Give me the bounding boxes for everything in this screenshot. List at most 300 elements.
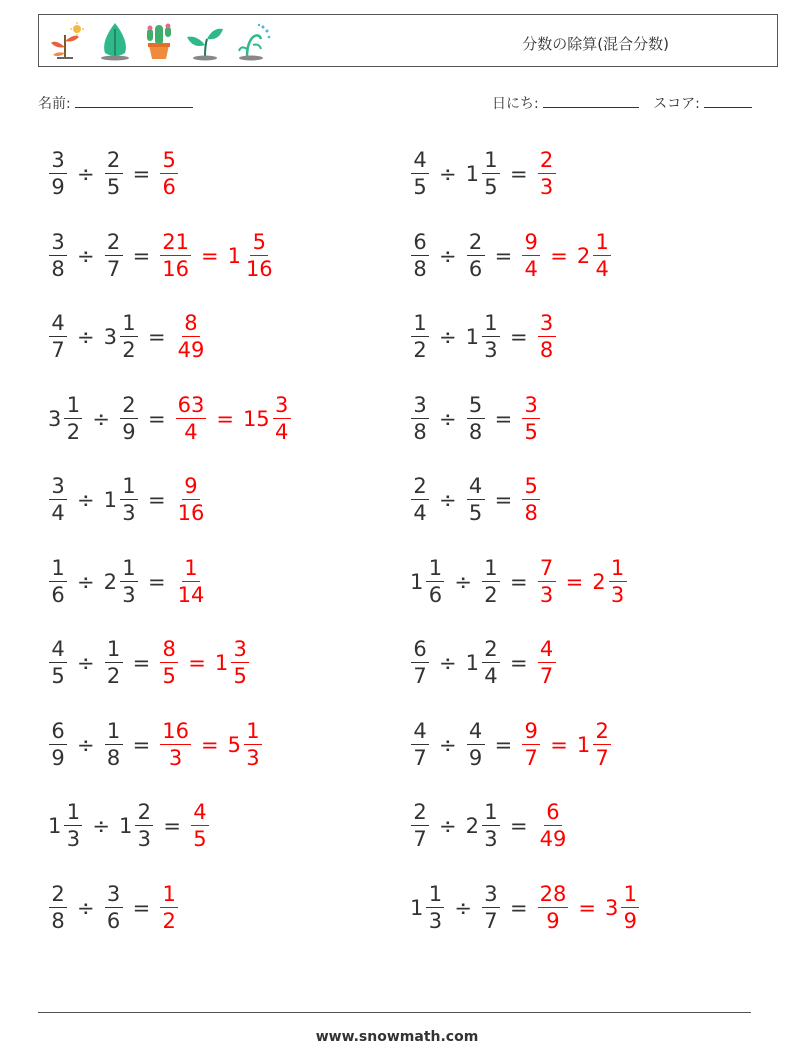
denominator: 8: [51, 256, 65, 281]
answer: [157, 639, 252, 687]
numerator: 9: [522, 232, 540, 256]
denominator: 4: [595, 256, 609, 281]
denominator: 7: [595, 745, 609, 770]
equals-sign: =: [509, 814, 528, 838]
whole-part: 1: [214, 651, 229, 675]
denominator: 3: [168, 745, 183, 770]
numerator: 3: [411, 395, 429, 419]
denominator: 3: [66, 827, 81, 851]
fraction: [49, 476, 67, 524]
problem-item: [46, 550, 209, 614]
fraction: [538, 313, 556, 361]
numerator: 6: [49, 721, 67, 745]
numerator: 2: [482, 639, 500, 663]
fraction: [191, 802, 209, 850]
equals-sign: =: [147, 488, 166, 512]
fraction: [411, 150, 429, 198]
whole-part: 2: [465, 814, 479, 838]
mixed-number: [46, 392, 85, 444]
fraction: [160, 639, 178, 687]
denominator: 2: [413, 338, 427, 362]
denominator: 49: [539, 827, 567, 851]
denominator: 6: [162, 175, 176, 199]
mixed-number: [102, 229, 126, 281]
numerator: 3: [273, 395, 291, 419]
denominator: 16: [177, 501, 205, 525]
mixed-number: [535, 150, 559, 198]
numerator: 21: [162, 229, 189, 254]
mixed-number: [46, 150, 70, 198]
fraction: [538, 150, 556, 198]
numerator: 2: [105, 232, 123, 256]
answer-equals-sign: =: [216, 406, 234, 431]
whole-part: 1: [465, 162, 479, 186]
leaf-icon: [97, 21, 133, 61]
mixed-number: [408, 392, 432, 444]
answer: [157, 229, 277, 281]
numerator: 3: [482, 884, 500, 908]
mixed-number: [479, 555, 503, 607]
fraction: [49, 718, 67, 770]
denominator: 9: [51, 745, 65, 770]
numerator: 6: [411, 232, 429, 256]
problem-item: [408, 142, 559, 206]
divide-sign: ÷: [439, 162, 457, 186]
whole-part: 3: [103, 325, 117, 349]
answer: [519, 476, 543, 524]
whole-part: 1: [410, 895, 424, 920]
denominator: 8: [524, 501, 538, 525]
denominator: 5: [51, 664, 65, 688]
mixed-number: [408, 229, 432, 281]
fraction: [176, 313, 207, 361]
fraction: [593, 229, 611, 281]
equals-sign: =: [509, 651, 528, 675]
denominator: 3: [137, 827, 152, 851]
whole-part: 2: [103, 569, 117, 594]
fraction: [160, 718, 191, 770]
mixed-number: [575, 718, 614, 770]
answer-equals-sign: =: [550, 732, 568, 757]
denominator: 5: [524, 419, 538, 444]
fraction: [522, 718, 540, 770]
fraction: [105, 150, 123, 198]
numerator: 4: [49, 313, 67, 337]
worksheet-title: 分数の除算(混合分数): [522, 35, 669, 53]
problem-item: [408, 224, 614, 288]
equals-sign: =: [132, 243, 151, 268]
numerator: 3: [105, 884, 123, 908]
denominator: 8: [539, 338, 554, 362]
divide-sign: ÷: [92, 814, 110, 838]
divide-sign: ÷: [77, 732, 95, 757]
fraction: [522, 392, 540, 444]
denominator: 8: [106, 745, 121, 770]
numerator: 2: [105, 150, 123, 174]
numerator: 3: [49, 232, 67, 256]
equals-sign: =: [132, 651, 151, 675]
mixed-number: [535, 881, 572, 933]
numerator: 63: [177, 392, 205, 417]
mixed-number: [408, 313, 432, 361]
numerator: 6: [411, 639, 429, 663]
mixed-number: [464, 150, 503, 198]
divide-sign: ÷: [77, 243, 95, 268]
denominator: 3: [122, 582, 136, 607]
whole-part: 1: [465, 325, 479, 349]
numerator: 5: [522, 476, 540, 500]
numerator: 1: [182, 558, 200, 582]
fraction: [609, 555, 627, 607]
denominator: 4: [413, 501, 427, 525]
whole-part: 1: [410, 569, 424, 594]
fraction: [64, 802, 82, 850]
answer: [519, 718, 614, 770]
denominator: 9: [546, 908, 560, 933]
denominator: 9: [122, 419, 136, 444]
divide-sign: ÷: [439, 488, 457, 512]
denominator: 2: [162, 908, 176, 933]
equals-sign: =: [494, 243, 513, 268]
divide-sign: ÷: [439, 732, 457, 757]
mixed-number: [173, 313, 210, 361]
numerator: 1: [482, 150, 500, 174]
divide-sign: ÷: [439, 325, 457, 349]
equals-sign: =: [132, 732, 151, 757]
numerator: 4: [538, 639, 556, 663]
problem-item: [408, 631, 559, 695]
fraction: [522, 229, 540, 281]
fraction: [482, 555, 500, 607]
problem-item: [46, 224, 278, 288]
equals-sign: =: [132, 895, 151, 920]
mixed-number: [117, 392, 141, 444]
header-box: [38, 14, 778, 67]
fraction: [538, 881, 569, 933]
answer: [157, 150, 181, 198]
sprout-icon: [185, 21, 225, 61]
problem-item: [46, 142, 181, 206]
denominator: 16: [245, 256, 273, 281]
fraction: [105, 881, 123, 933]
answer: [519, 392, 543, 444]
fraction: [538, 802, 569, 850]
problem-item: [408, 794, 571, 858]
denominator: 5: [162, 664, 176, 688]
mixed-number: [535, 802, 572, 850]
equals-sign: =: [509, 325, 528, 349]
mixed-number: [102, 476, 141, 524]
numerator: 5: [467, 395, 485, 419]
numerator: 1: [411, 313, 429, 337]
answer: [157, 718, 265, 770]
problem-item: [408, 713, 614, 777]
fraction: [621, 881, 639, 933]
divide-sign: ÷: [77, 651, 95, 675]
fraction: [49, 881, 67, 933]
mixed-number: [408, 881, 447, 933]
mixed-number: [519, 476, 543, 524]
mixed-number: [590, 555, 629, 607]
fraction: [160, 229, 191, 281]
mixed-number: [535, 639, 559, 687]
mixed-number: [102, 555, 141, 607]
mixed-number: [408, 476, 432, 524]
numerator: 1: [64, 802, 82, 826]
numerator: 3: [231, 639, 249, 663]
numerator: 1: [593, 232, 611, 256]
numerator: 4: [411, 150, 429, 174]
fraction: [411, 313, 429, 361]
divide-sign: ÷: [439, 243, 457, 268]
name-label: 名前:: [38, 96, 71, 112]
denominator: 8: [51, 908, 65, 933]
fraction: [49, 639, 67, 687]
answer: [173, 313, 210, 361]
mixed-number: [173, 476, 210, 524]
fraction: [244, 718, 262, 770]
denominator: 7: [51, 338, 65, 362]
mixed-number: [46, 718, 70, 770]
mixed-number: [535, 313, 559, 361]
problem-item: [408, 387, 543, 451]
denominator: 5: [233, 664, 247, 688]
denominator: 7: [539, 664, 554, 688]
problem-item: [408, 876, 642, 940]
numerator: 2: [411, 802, 429, 826]
problem-item: [408, 305, 559, 369]
answer: [535, 150, 559, 198]
numerator: 1: [482, 802, 500, 826]
numerator: 3: [538, 313, 556, 337]
fraction: [467, 476, 485, 524]
header-icons: [45, 19, 273, 63]
numerator: 1: [105, 721, 123, 745]
mixed-number: [241, 392, 294, 444]
numerator: 1: [621, 884, 639, 908]
whole-part: 1: [465, 651, 479, 675]
mixed-number: [46, 476, 70, 524]
numerator: 28: [539, 881, 567, 906]
fraction: [538, 555, 556, 607]
mixed-number: [46, 555, 70, 607]
numerator: 6: [544, 802, 562, 826]
answer: [535, 881, 643, 933]
denominator: 7: [524, 745, 538, 770]
numerator: 3: [49, 150, 67, 174]
mixed-number: [519, 718, 543, 770]
denominator: 3: [539, 582, 554, 607]
score-label: スコア:: [653, 96, 700, 112]
denominator: 9: [51, 175, 65, 199]
answer: [535, 313, 559, 361]
fraction: [49, 150, 67, 198]
fraction: [593, 718, 611, 770]
whole-part: 3: [48, 406, 62, 431]
mixed-number: [46, 802, 85, 850]
denominator: 6: [428, 582, 443, 607]
name-blank[interactable]: [75, 93, 193, 108]
mixed-number: [226, 229, 278, 281]
equals-sign: =: [509, 162, 528, 186]
answer-equals-sign: =: [565, 569, 584, 594]
numerator: 1: [120, 313, 138, 337]
whole-part: 1: [576, 732, 591, 757]
footer-divider: [38, 1012, 751, 1013]
denominator: 9: [623, 908, 637, 933]
denominator: 7: [106, 256, 121, 281]
mixed-number: [46, 313, 70, 361]
denominator: 5: [484, 175, 498, 199]
divide-sign: ÷: [454, 569, 472, 594]
fraction: [160, 150, 178, 198]
denominator: 4: [524, 256, 538, 281]
mixed-number: [102, 718, 126, 770]
fraction: [120, 313, 138, 361]
fraction: [482, 313, 500, 361]
date-blank[interactable]: [543, 93, 639, 108]
numerator: 3: [49, 476, 67, 500]
numerator: 1: [482, 558, 500, 582]
divide-sign: ÷: [77, 488, 95, 512]
numerator: 1: [160, 884, 178, 908]
equals-sign: =: [494, 406, 513, 431]
answer: [519, 229, 614, 281]
whole-part: 3: [604, 895, 619, 920]
denominator: 2: [122, 338, 136, 362]
denominator: 3: [246, 745, 260, 770]
answer: [535, 639, 559, 687]
divide-sign: ÷: [77, 162, 95, 186]
whole-part: 5: [227, 732, 241, 757]
answer: [535, 802, 572, 850]
divide-sign: ÷: [77, 325, 95, 349]
fraction: [426, 881, 444, 933]
fraction: [176, 392, 207, 444]
flower-plant-icon: [45, 21, 89, 61]
numerator: 1: [244, 721, 262, 745]
fraction: [64, 392, 82, 444]
mixed-number: [464, 476, 488, 524]
mixed-number: [102, 313, 141, 361]
denominator: 4: [274, 419, 289, 444]
watering-plant-icon: [233, 21, 273, 61]
numerator: 7: [538, 558, 556, 582]
numerator: 2: [593, 721, 611, 745]
mixed-number: [464, 392, 488, 444]
score-blank[interactable]: [704, 93, 752, 108]
answer: [173, 555, 210, 607]
numerator: 3: [522, 395, 540, 419]
numerator: 2: [411, 476, 429, 500]
problem-item: [46, 468, 209, 532]
denominator: 5: [193, 827, 207, 851]
whole-part: 1: [48, 814, 62, 838]
mixed-number: [102, 881, 126, 933]
equals-sign: =: [147, 406, 166, 431]
numerator: 1: [609, 558, 627, 582]
answer-equals-sign: =: [550, 243, 568, 268]
divide-sign: ÷: [92, 406, 110, 431]
fraction: [482, 881, 500, 933]
fraction: [467, 392, 485, 444]
date-label: 日にち:: [492, 96, 539, 112]
name-field: [38, 93, 193, 113]
numerator: 2: [49, 884, 67, 908]
numerator: 1: [64, 395, 82, 419]
mixed-number: [464, 802, 503, 850]
numerator: 8: [182, 313, 200, 337]
fraction: [482, 150, 500, 198]
numerator: 4: [411, 721, 429, 745]
denominator: 8: [468, 419, 483, 444]
mixed-number: [157, 150, 181, 198]
numerator: 2: [135, 802, 153, 826]
mixed-number: [157, 718, 194, 770]
mixed-number: [173, 392, 210, 444]
mixed-number: [46, 229, 70, 281]
mixed-number: [464, 229, 488, 281]
whole-part: 1: [118, 814, 133, 838]
fraction: [522, 476, 540, 524]
answer-equals-sign: =: [200, 243, 219, 268]
denominator: 3: [610, 582, 625, 607]
fraction: [231, 639, 249, 687]
denominator: 4: [184, 419, 198, 444]
numerator: 1: [49, 558, 67, 582]
mixed-number: [519, 229, 543, 281]
denominator: 5: [468, 501, 483, 525]
fraction: [176, 555, 207, 607]
numerator: 9: [522, 721, 540, 745]
mixed-number: [408, 639, 432, 687]
answer-equals-sign: =: [200, 732, 219, 757]
equals-sign: =: [132, 162, 151, 186]
divide-sign: ÷: [454, 895, 472, 920]
denominator: 3: [484, 338, 498, 362]
mixed-number: [408, 555, 447, 607]
fraction: [411, 476, 429, 524]
equals-sign: =: [509, 895, 528, 920]
problem-item: [46, 305, 209, 369]
denominator: 7: [413, 745, 427, 770]
denominator: 6: [51, 582, 65, 607]
denominator: 5: [413, 175, 427, 199]
fraction: [467, 229, 485, 281]
mixed-number: [535, 555, 559, 607]
problem-item: [46, 387, 294, 451]
numerator: 2: [467, 232, 485, 256]
fraction: [120, 392, 138, 444]
mixed-number: [408, 718, 432, 770]
mixed-number: [102, 639, 126, 687]
mixed-number: [464, 718, 488, 770]
fraction: [411, 802, 429, 850]
answer: [173, 476, 210, 524]
problem-item: [408, 550, 630, 614]
denominator: 6: [106, 908, 121, 933]
numerator: 16: [162, 718, 189, 743]
fraction: [135, 802, 153, 850]
numerator: 4: [467, 476, 485, 500]
fraction: [273, 392, 291, 444]
fraction: [411, 392, 429, 444]
divide-sign: ÷: [439, 814, 457, 838]
mixed-number: [157, 639, 181, 687]
fraction: [120, 555, 138, 607]
fraction: [49, 313, 67, 361]
mixed-number: [519, 392, 543, 444]
